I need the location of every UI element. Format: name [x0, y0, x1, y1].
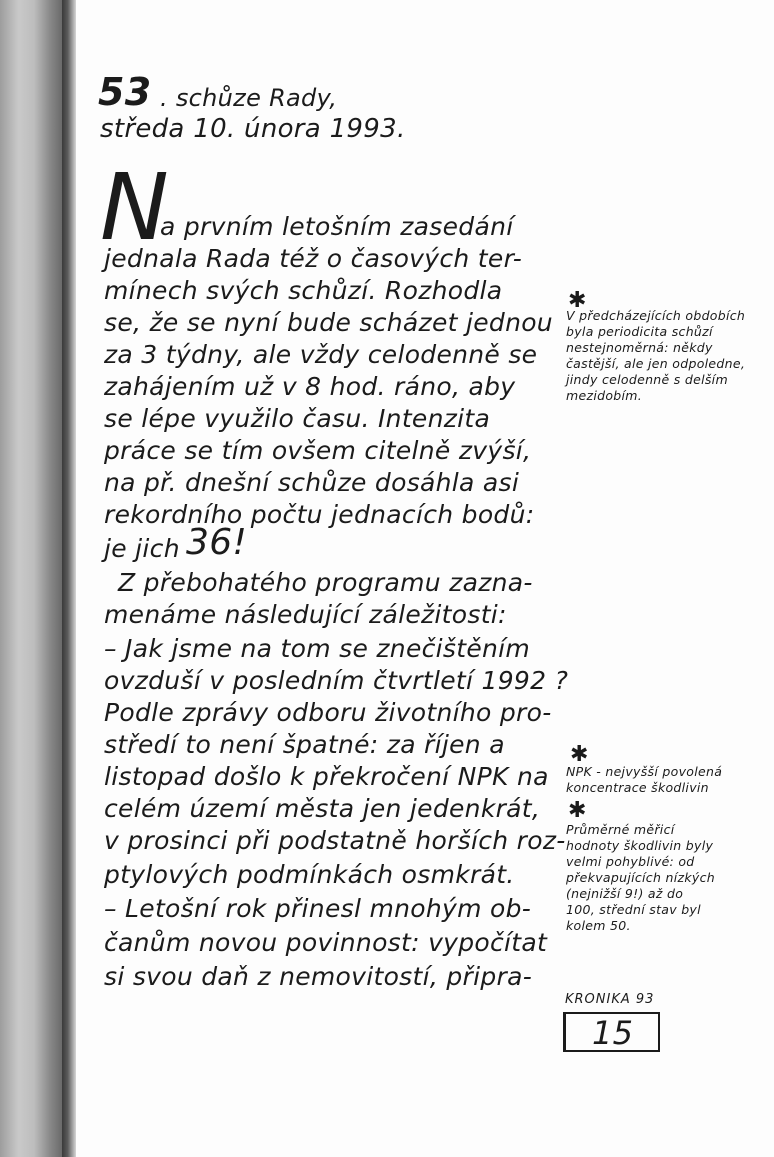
note-line: (nejnižší 9!) až do: [566, 886, 684, 901]
text-line: a prvním letošním zasedání: [160, 212, 514, 241]
scan-book-edge: [0, 0, 62, 1157]
note-line: jindy celodenně s delším: [566, 372, 728, 387]
session-number: 53: [98, 70, 152, 114]
note-line: 100, střední stav byl: [566, 902, 701, 917]
text-line: menáme následující záležitosti:: [104, 600, 507, 629]
asterisk-icon: ✱: [568, 288, 587, 313]
text-line: se, že se nyní bude scházet jednou: [104, 308, 553, 337]
text-line: ovzduší v posledním čtvrtletí 1992 ?: [104, 666, 569, 695]
text-line: mínech svých schůzí. Rozhodla: [104, 276, 503, 305]
text-line: středí to není špatné: za říjen a: [104, 730, 505, 759]
note-line: nestejnoměrná: někdy: [566, 340, 713, 355]
text-line: si svou daň z nemovitostí, připra-: [104, 962, 533, 991]
agenda-count: 36!: [186, 522, 248, 563]
page-number-box: [563, 1012, 660, 1052]
drop-cap: N: [100, 154, 170, 261]
chronicle-label: KRONIKA 93: [565, 992, 655, 1007]
note-line: koncentrace škodlivin: [566, 780, 709, 795]
text-line: Z přebohatého programu zazna-: [118, 568, 533, 597]
text-line: je jich: [104, 534, 180, 563]
note-line: velmi pohyblivé: od: [566, 854, 695, 869]
note-line: mezidobím.: [566, 388, 643, 403]
asterisk-icon: ✱: [570, 742, 589, 767]
text-line: na př. dnešní schůze dosáhla asi: [104, 468, 520, 497]
text-line: rekordního počtu jednacích bodů:: [104, 500, 535, 529]
note-line: kolem 50.: [566, 918, 631, 933]
text-line: zahájením už v 8 hod. ráno, aby: [104, 372, 516, 401]
text-line: celém území města jen jedenkrát,: [104, 794, 541, 823]
text-line: se lépe využilo času. Intenzita: [104, 404, 491, 433]
text-line: – Jak jsme na tom se znečištěním: [104, 634, 531, 663]
text-line: listopad došlo k překročení NPK na: [104, 762, 549, 791]
text-line: ptylových podmínkách osmkrát.: [104, 860, 515, 889]
binding-gutter: [62, 0, 76, 1157]
note-line: častější, ale jen odpoledne,: [566, 356, 746, 371]
text-line: jednala Rada též o časových ter-: [104, 244, 523, 273]
note-line: hodnoty škodlivin byly: [566, 838, 714, 853]
note-line: byla periodicita schůzí: [566, 324, 713, 339]
session-date: středa 10. února 1993.: [100, 114, 406, 144]
note-line: Průměrné měřicí: [566, 822, 675, 837]
asterisk-icon: ✱: [568, 798, 587, 823]
text-line: Podle zprávy odboru životního pro-: [104, 698, 552, 727]
page-number: 15: [592, 1014, 634, 1052]
text-line: v prosinci při podstatně horších roz-: [104, 826, 566, 855]
text-line: za 3 týdny, ale vždy celodenně se: [104, 340, 538, 369]
note-line: NPK - nejvyšší povolená: [566, 764, 723, 779]
note-line: překvapujících nízkých: [566, 870, 715, 885]
text-line: – Letošní rok přinesl mnohým ob-: [104, 894, 532, 923]
text-line: práce se tím ovšem citelně zvýší,: [104, 436, 532, 465]
note-line: V předcházejících obdobích: [566, 308, 746, 323]
session-title: . schůze Rady,: [160, 84, 338, 112]
text-line: čanům novou povinnost: vypočítat: [104, 928, 548, 957]
